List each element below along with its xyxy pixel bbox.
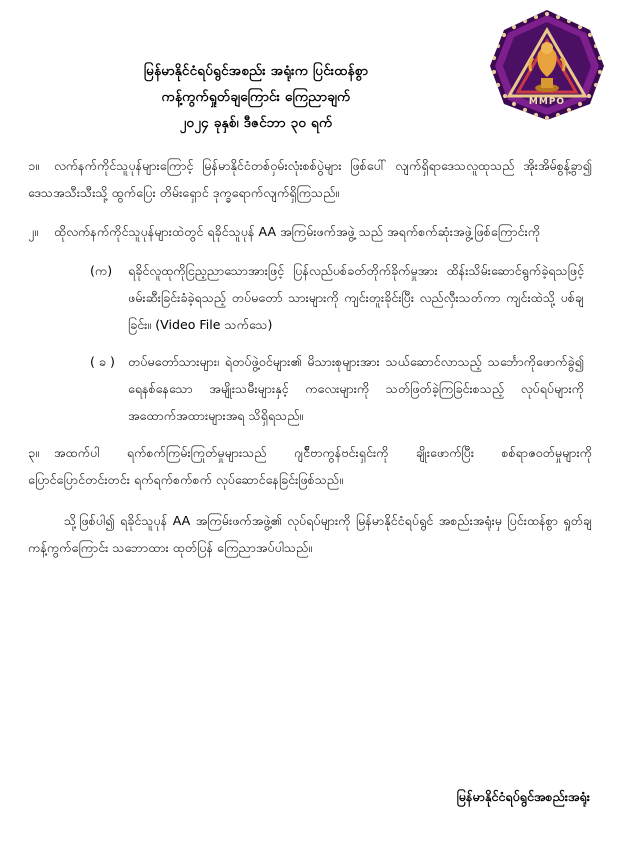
signature-line: မြန်မာနိုင်ငံရပ်ရွင်အစည်းအရုံး (456, 789, 590, 804)
paragraph-3-number: ၃။ (28, 445, 39, 460)
paragraph-2-text: ထိုလက်နက်ကိုင်သူပုန်များထဲတွင် ရခိုင်သူပုန် AA အကြမ်းဖက်အဖွဲ့ သည် အရက်စက်ဆုံးအဖွဲ့ဖြစ်ကြောင်းကို (54, 224, 541, 239)
heading-line-3: ၂၀၂၄ ခုနှစ်၊ ဒီဇင်ဘာ ၃၀ ရက် (179, 115, 333, 131)
paragraph-1-text: လက်နက်ကိုင်သူပုန်များကြောင့် မြန်မာနိုင်ငံတစ်ဝှမ်းလုံးစစ်ပွဲများ ဖြစ်ပေါ် လျက်ရှိရာဒေသလူထုသည် အိုးအိမ်စွန့်ခွာ၍ ဒေသအသီးသီးသို့ ထွက်ပြေး တိမ်းရှောင် ဒုက္ခရောက်လျက်ရှိကြသည်။ (28, 158, 592, 200)
subpoint-ka-marker: (က) (90, 263, 113, 278)
mmpo-logo (486, 8, 608, 124)
svg-text:MMPO: MMPO (528, 97, 566, 107)
paragraph-2 (28, 218, 592, 245)
document-body (0, 152, 622, 561)
subpoint-ka-text: ရခိုင်လူထုကိုငြည့ညာသောအားဖြင့် ပြန်လည်ပစ်ခတ်တိုက်ခိုက်မှုအား ထိန်းသိမ်းဆောင်ရွက်ခဲ့ရသဖြင့် ဖမ်းဆီးခြင်းခံခဲ့ရသည့် တပ်မတော် သားများကို ကျင်းတူးခိုင်းပြီး လည်လှီးသတ်ကာ ကျင်းထဲသို့ ပစ်ချခြင်း။ (Video File သက်သေ) (128, 263, 584, 332)
paragraph-3-text: အထက်ပါ ရက်စက်ကြမ်းကြုတ်မှုများသည် ဂျင်ီဗာကွန်ဗင်းရှင်းကို ချိုးဖောက်ပြီး စစ်ရာဇဝတ်မှုများကို ပြောင်ပြောင်တင်းတင်း ရက်ရက်စက်စက် လုပ်ဆောင်နေခြင်းဖြစ်သည်။ (28, 445, 592, 487)
paragraph-3 (28, 439, 592, 493)
closing-paragraph (28, 507, 592, 561)
closing-text: သို့ဖြစ်ပါ၍ ရခိုင်သူပုန် AA အကြမ်းဖက်အဖွဲ့၏ လုပ်ရပ်များကို မြန်မာနိုင်ငံရပ်ရွင် အစည်းအရုံးမှ ပြင်းထန်စွာ ရှုတ်ချကန့်ကွက်ကြောင်း သဘောထား ထုတ်ပြန် ကြေညာအပ်ပါသည်။ (28, 513, 592, 555)
paragraph-1-number: ၁။ (28, 158, 39, 173)
heading-line-1: မြန်မာနိုင်ငံရပ်ရွင်အစည်း အရုံးက ပြင်းထန်စွာ (143, 63, 369, 79)
paragraph-1 (28, 152, 592, 206)
subpoint-ka (28, 257, 592, 338)
subpoint-kha-text: တပ်မတော်သားများ၊ ရဲတပ်ဖွဲ့ဝင်များ၏ မိသားစုများအား သယ်ဆောင်လာသည့် သင်္ဘောကိုဖောက်ခွဲ၍ ရေနစ်နေသော အမျိုးသမီးများနှင့် ကလေးများကို သတ်ဖြတ်ခဲ့ကြခြင်းစသည့် လုပ်ရပ်များကို အထောက်အထားများအရ သိရှိရသည်။ (128, 354, 584, 423)
paragraph-2-number: ၂။ (28, 224, 38, 239)
subpoint-kha (28, 348, 592, 429)
heading-line-2: ကန့်ကွက်ရှုတ်ချကြောင်း ကြေညာချက် (161, 89, 351, 105)
subpoint-kha-marker: ( ခ ) (90, 354, 115, 369)
